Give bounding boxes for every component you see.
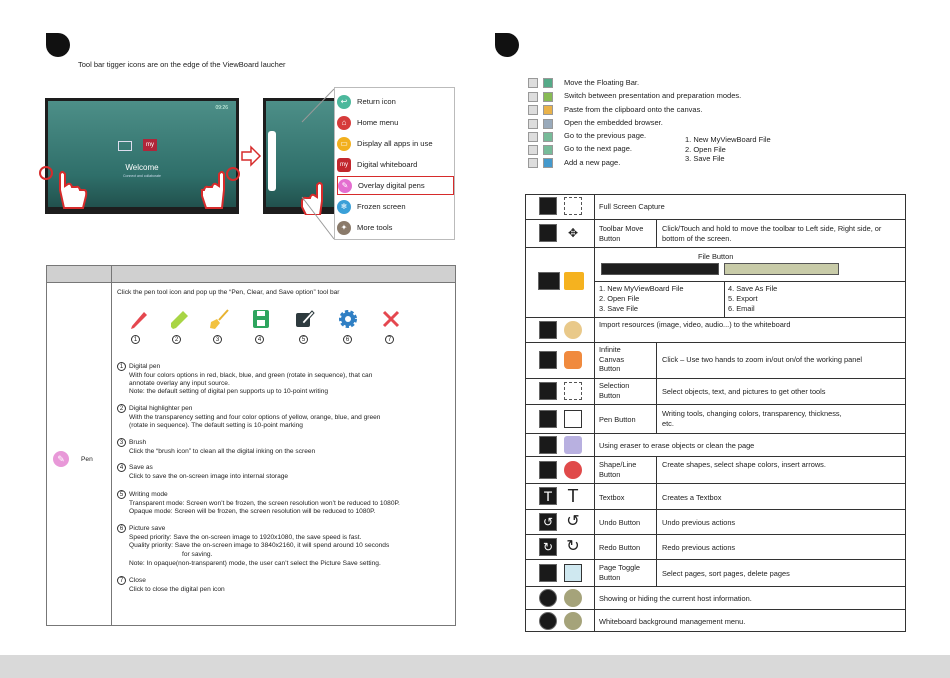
row-name: Page Toggle Button [599, 563, 640, 582]
arrow-right-icon [240, 145, 262, 167]
menu-whiteboard[interactable] [337, 155, 454, 174]
prev-page-icon-color [543, 132, 553, 142]
screen-capture-icon-light [564, 197, 582, 215]
browser-icon-color [543, 119, 553, 129]
table-intro: Click the pen tool icon and pop up the “Pen, Clear, and Save option” tool bar [117, 289, 340, 296]
item-number: 3 [117, 438, 126, 447]
item-line: With four colors options in red, black, blue, and green (rotate in sequence), that can [129, 372, 373, 379]
row-desc: Select pages, sort pages, delete pages [662, 569, 790, 578]
table-row [526, 433, 905, 456]
shape-icon[interactable] [539, 461, 557, 479]
table-row [526, 534, 905, 559]
number-badge: 4 [255, 335, 264, 344]
table-row [526, 509, 905, 534]
intro-text: Tool bar tigger icons are on the edge of the ViewBoard laucher [78, 60, 286, 69]
pen-label: Pen [81, 456, 93, 463]
item-title: Close [129, 577, 146, 584]
menu-home[interactable] [337, 113, 454, 132]
background-icon-color [564, 612, 582, 630]
item-line: for saving. [182, 551, 213, 558]
menu-label: Home menu [357, 118, 399, 127]
toolbar-table [525, 194, 906, 632]
text-icon-light: T [564, 487, 582, 505]
number-badge: 1 [131, 335, 140, 344]
row-name: Full Screen Capture [599, 202, 665, 211]
shape-icon-color [564, 461, 582, 479]
next-page-icon [528, 145, 538, 155]
import-icon[interactable] [539, 321, 557, 339]
home-icon: ⌂ [337, 116, 351, 130]
number-badge: 6 [343, 335, 352, 344]
highlighter-icon[interactable] [168, 308, 190, 330]
item-title: Digital pen [129, 363, 161, 370]
row-name: Pen Button [599, 415, 636, 424]
item-title: Picture save [129, 525, 166, 532]
item-line: annotate overlay any input source. [129, 380, 230, 387]
return-icon: ↩ [337, 95, 351, 109]
list-item: Go to the previous page. [564, 131, 647, 140]
item-line: Note: the default setting of digital pen supports up to 10-point writing [129, 388, 329, 395]
side-toolbar [268, 131, 276, 191]
move-toolbar-icon[interactable] [539, 224, 557, 242]
move-icon-color [543, 78, 553, 88]
row-name: File Button [698, 252, 734, 261]
selection-icon-light [564, 382, 582, 400]
clock-text: 09:26 [215, 105, 228, 111]
row-desc: Click/Touch and hold to move the toolbar to Left side, Right side, or bottom of the screen. [662, 224, 882, 243]
section-marker-right [495, 33, 519, 57]
undo-icon[interactable]: ↺ [539, 513, 557, 531]
host-info-icon-color [564, 589, 582, 607]
item-line: Opaque mode: Screen will be frozen, the screen resolution will be reduced to 1080P. [129, 508, 376, 515]
screen-capture-icon[interactable] [539, 197, 557, 215]
file-list-item: 2. Open File [685, 145, 726, 154]
item-number: 2 [117, 404, 126, 413]
menu-apps[interactable] [337, 134, 454, 153]
item-line: Quality priority: Save the on-screen image to 3840x2160, it will spend around 10 seconds [129, 542, 390, 549]
file-option: 3. Save File [599, 304, 639, 313]
item-line: With the transparency setting and four color options of yellow, orange, blue, and green [129, 414, 381, 421]
table-row [526, 195, 905, 219]
table-row [526, 342, 905, 378]
menu-label: Digital whiteboard [357, 160, 418, 169]
host-info-icon[interactable] [539, 589, 557, 607]
item-number: 5 [117, 490, 126, 499]
touch-hand-icon-right [200, 160, 244, 212]
pen-icon: ✎ [338, 179, 352, 193]
row-name: Infinite Canvas Button [599, 345, 625, 374]
file-list-item: 3. Save File [685, 154, 725, 163]
app-icon [118, 141, 132, 151]
touch-hand-icon [38, 160, 110, 212]
item-line: Speed priority: Save the on-screen image to 1920x1080, the save speed is fast. [129, 534, 362, 541]
section-marker-left [46, 33, 70, 57]
mode-icon [528, 92, 538, 102]
number-badge: 7 [385, 335, 394, 344]
paste-icon-color [543, 105, 553, 115]
list-item: Paste from the clipboard onto the canvas. [564, 105, 703, 114]
file-toolbar-dark [601, 263, 719, 275]
brush-icon[interactable] [208, 308, 230, 330]
row-desc: Undo previous actions [662, 518, 736, 527]
table-row [526, 456, 905, 483]
file-option: 5. Export [728, 294, 758, 303]
digital-pen-icon[interactable] [128, 308, 150, 330]
text-icon[interactable]: T [539, 487, 557, 505]
page-toggle-icon-light [564, 564, 582, 582]
list-item: Move the Floating Bar. [564, 78, 640, 87]
move-arrows-icon: ✥ [564, 224, 582, 242]
folder-icon[interactable] [538, 272, 560, 290]
row-desc: Create shapes, select shape colors, insert arrows. [662, 460, 826, 469]
item-line: (rotate in sequence). The default setting is 10-point marking [129, 422, 303, 429]
table-row [526, 559, 905, 586]
redo-icon-light: ↻ [564, 538, 582, 556]
menu-frozen[interactable] [337, 197, 454, 216]
menu-overlay-pens[interactable] [337, 176, 454, 195]
item-number: 4 [117, 463, 126, 472]
number-badge: 2 [172, 335, 181, 344]
row-name: Undo Button [599, 518, 641, 527]
row-name: Shape/Line Button [599, 460, 637, 479]
file-option: 2. Open File [599, 294, 640, 303]
next-page-icon-color [543, 145, 553, 155]
gear-icon[interactable] [337, 308, 359, 330]
menu-label: Overlay digital pens [358, 181, 425, 190]
menu-return[interactable] [337, 92, 454, 111]
redo-icon[interactable]: ↻ [539, 538, 557, 556]
list-item: Switch between presentation and preparation modes. [564, 91, 742, 100]
pen-tool-icon-light [564, 410, 582, 428]
row-desc: Select objects, text, and pictures to get other tools [662, 387, 826, 396]
row-name: Selection Button [599, 381, 630, 400]
item-line: Transparent mode: Screen won’t be frozen, the screen resolution won’t be reduced to 1080P. [129, 500, 400, 507]
pen-tool-icon[interactable] [539, 410, 557, 428]
row-name: Showing or hiding the current host information. [599, 594, 752, 603]
row-name: Redo Button [599, 543, 641, 552]
close-icon[interactable] [380, 308, 402, 330]
add-page-icon-color [543, 158, 553, 168]
row-desc: Creates a Textbox [662, 493, 722, 502]
table-row [526, 378, 905, 404]
myviewboard-icon: my [337, 158, 351, 172]
item-number: 1 [117, 362, 126, 371]
file-option: 1. New MyViewBoard File [599, 284, 684, 293]
welcome-subtitle: Connect and collaborate [123, 174, 161, 178]
table-row [526, 219, 905, 247]
table-row [526, 247, 905, 317]
item-title: Save as [129, 464, 153, 471]
table-row [526, 317, 905, 342]
eraser-icon[interactable] [539, 436, 557, 454]
welcome-text: Welcome [125, 163, 159, 172]
row-name: Import resources (image, video, audio...) to the whiteboard [599, 320, 791, 329]
page-toggle-icon[interactable] [539, 564, 557, 582]
import-icon-color [564, 321, 582, 339]
item-title: Brush [129, 439, 147, 446]
save-icon[interactable] [250, 308, 272, 330]
row-desc: Click – Use two hands to zoom in/out on/of the working panel [662, 355, 863, 364]
file-option: 6. Email [728, 304, 755, 313]
row-name: Whiteboard background management menu. [599, 617, 746, 626]
list-item: Go to the next page. [564, 144, 632, 153]
item-title: Digital highlighter pen [129, 405, 193, 412]
callout-lines [300, 87, 336, 240]
add-page-icon [528, 158, 538, 168]
menu-label: Display all apps in use [357, 139, 433, 148]
selection-icon[interactable] [539, 382, 557, 400]
eraser-icon-color [564, 436, 582, 454]
prev-page-icon [528, 132, 538, 142]
menu-more-tools[interactable] [337, 218, 454, 237]
table-row [526, 586, 905, 609]
apps-icon: ▭ [337, 137, 351, 151]
item-line: Click to save the on-screen image into internal storage [129, 473, 289, 480]
menu-label: Return icon [357, 97, 396, 106]
row-desc: Redo previous actions [662, 543, 736, 552]
writing-mode-icon[interactable] [293, 308, 315, 330]
item-line: Note: In opaque(non-transparent) mode, the user can’t select the Picture Save setting. [129, 560, 381, 567]
list-item: Add a new page. [564, 158, 621, 167]
item-number: 7 [117, 576, 126, 585]
table-row [526, 404, 905, 433]
row-name: Toolbar Move Button [599, 224, 644, 243]
browser-icon [528, 119, 538, 129]
menu-label: Frozen screen [357, 202, 406, 211]
row-name: Using eraser to erase objects or clean the page [599, 441, 755, 450]
tools-icon: ✦ [337, 221, 351, 235]
hand-icon[interactable] [539, 351, 557, 369]
hand-icon-color [564, 351, 582, 369]
menu-label: More tools [357, 223, 393, 232]
number-badge: 3 [213, 335, 222, 344]
table-row [526, 609, 905, 632]
item-title: Writing mode [129, 491, 168, 498]
freeze-icon: ❄ [337, 200, 351, 214]
folder-icon-color [564, 272, 584, 290]
launcher-menu-card [334, 87, 455, 240]
list-item: Open the embedded browser. [564, 118, 663, 127]
file-list-item: 1. New MyViewBoard File [685, 135, 771, 144]
item-line: Click to close the digital pen icon [129, 586, 225, 593]
file-toolbar-light [724, 263, 839, 275]
mode-icon-color [543, 92, 553, 102]
item-line: Click the “brush icon” to clean all the digital inking on the screen [129, 448, 316, 455]
number-badge: 5 [299, 335, 308, 344]
table-row [526, 483, 905, 509]
background-icon[interactable] [539, 612, 557, 630]
pen-icon: ✎ [53, 451, 69, 467]
paste-icon [528, 105, 538, 115]
table-header [47, 266, 455, 283]
row-name: Textbox [599, 493, 625, 502]
file-option: 4. Save As File [728, 284, 778, 293]
undo-icon-light: ↺ [564, 513, 582, 531]
row-desc: Writing tools, changing colors, transparency, thickness, etc. [662, 409, 842, 428]
move-icon [528, 78, 538, 88]
item-number: 6 [117, 524, 126, 533]
myviewboard-logo: my [143, 139, 157, 151]
footer-band [0, 655, 950, 678]
